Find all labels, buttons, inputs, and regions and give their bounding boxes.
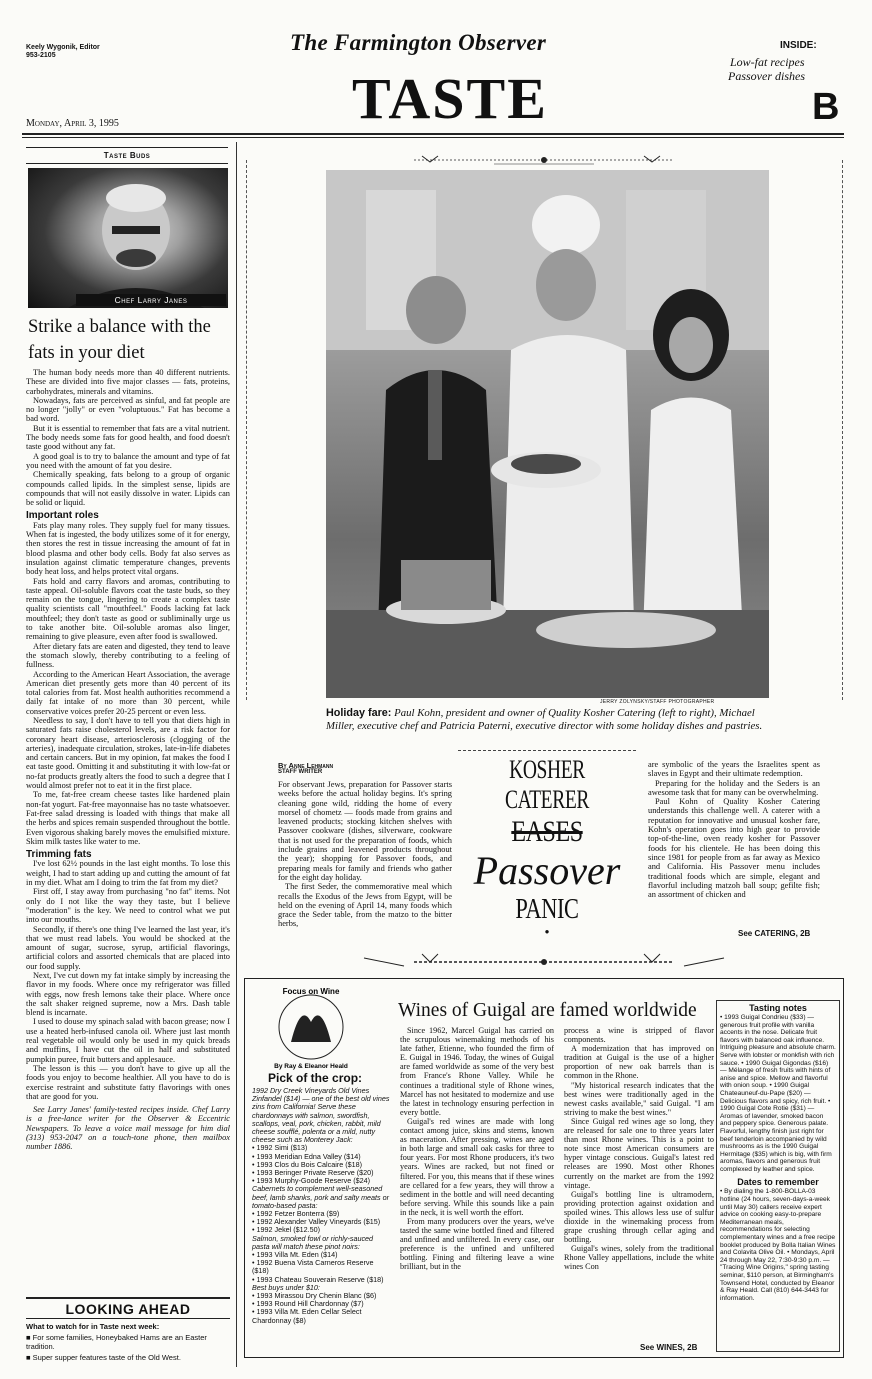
wine-list-item: • 1993 Beringer Private Reserve ($20) xyxy=(252,1168,374,1178)
photo-caption xyxy=(326,707,776,732)
wine-item: 1993 Meridian Edna Valley ($14) xyxy=(256,1151,361,1161)
author-tagline: See Larry Janes' family-tested recipes inside. Chef Larry is a free-lance writer for the Observer & Eccentric Newspapers. To leave a voice mail message for him dial (313) 953-2047 on a touch-tone phone, then mailbox number 1886. xyxy=(26,1105,230,1152)
paragraph: The human body needs more than 40 different nutrients. These are divided into five major classes — fats, proteins, carbohydrates, minerals and vitamins. xyxy=(26,368,230,396)
wine-item: 1993 Beringer Private Reserve ($20) xyxy=(256,1168,374,1178)
lead-photo xyxy=(326,170,769,698)
taste-buds-label: Taste Buds xyxy=(103,151,151,160)
wine-column-2 xyxy=(564,1026,714,1272)
lead-photo-illustration xyxy=(326,170,769,698)
taste-buds-body xyxy=(26,368,230,1152)
taste-buds-headline: Strike a balance with the fats in your diet xyxy=(28,317,211,363)
chef-photo xyxy=(28,168,228,308)
inside-item-1: Low-fat recipes xyxy=(730,55,805,69)
looking-ahead-rule-2 xyxy=(26,1318,230,1319)
inside-label: INSIDE: xyxy=(780,40,817,51)
editor-name: Keely Wygonik, Editor xyxy=(26,44,100,51)
paragraph: To me, fat-free cream cheese tastes like hardened plain non-fat yogurt. Fat-free mayonnaise has no taste whatsoever. Fat-free salad dressing is loaded with things that make all the herbs and spices remain suspended throughout the bottle. Even vigorous shaking barely moves the emulsified mixture. Skim milk tastes like water to me. xyxy=(26,790,230,846)
paragraph: After dietary fats are eaten and digested, they tend to leave the stomach slowly, thereby contributing to a feeling of fullness. xyxy=(26,641,230,670)
photo-caption-label: Holiday fare: xyxy=(326,707,392,719)
pick-mid: Cabernets to complement well-seasoned beef, lamb shanks, pork and salty meats or tomato-based pasta: xyxy=(252,1184,390,1210)
ornament-left xyxy=(246,160,247,700)
looking-ahead-item-text: For some families, Honeybaked Hams are an Easter tradition. xyxy=(26,1333,207,1351)
logo-top-text: Focus on Wine xyxy=(282,987,340,996)
masthead-rule xyxy=(22,133,844,135)
paragraph: process a wine is stripped of flavor components. xyxy=(564,1026,714,1045)
paragraph: But it is essential to remember that fats are a vital nutrient. The body needs some fats for good health, and food doesn't taste good without any fat. xyxy=(26,423,230,452)
headline-panic: PANIC xyxy=(515,894,579,925)
wine-column-1 xyxy=(400,1026,554,1272)
photo-caption-text: Paul Kohn, president and owner of Quality Kosher Catering (left to right), Michael Miller, executive chef and Patricia Paterni, executive director with some holiday dishes and pastries. xyxy=(326,707,763,732)
logo-bottom-text: By Ray & Eleanor Heald xyxy=(274,1063,348,1070)
pick-list xyxy=(252,1087,392,1325)
subhead-trimming-fats: Trimming fats xyxy=(26,849,92,861)
tasting-notes-text: • 1993 Guigal Condrieu ($33) — generous fruit profile with vanilla accents in the nose. Delicate fruit flavors with balanced oak influence. Intriguing pleasure and absolute charm. Serve with lobster or monkfish with rich sauce. • 1990 Guigal Gigondas ($16) — Mélange of fresh fruits with hints of anise and spice. Mellow and flavorful with onion soup. • 1990 Guigal Chateauneuf-du-Pape ($20) — Delicious flavors and spicy, rich fruit. • 1990 Guigal Cote Rotie ($31) — Aromas of lavender, smoked bacon and peppery spice. Generous palate. Flavorful, lengthy finish just right for beef tenderloin accompanied by wild mushrooms as is the 1990 Guigal Hermitage ($35) which is big, with firm aromas, flavors and generous fruit complexed by leather and spice. xyxy=(720,1014,836,1173)
wine-item: 1993 Villa Mt. Eden ($14) xyxy=(256,1250,338,1260)
paragraph: Next, I've cut down my fat intake simply by increasing the flavor in my foods. Where once my refrigerator was filled with eggs, now fresh lemons take their place. Where once the salt shaker reigned supreme, now a Mrs. Dash table blend is incarnate. xyxy=(26,971,230,1018)
decorative-border-bottom xyxy=(244,950,844,978)
paragraph: Since 1962, Marcel Guigal has carried on the scrupulous winemaking methods of his late father, Etienne, who founded the firm of E. Guigal in 1946. Today, the wines of Guigal are famed worldwide as some of the very best from France's Rhone Valley. While he continues a traditional style of Rhone wines, Marcel has not hesitated to modernize and use the latest in technology ensuring perfection in every bottle. xyxy=(400,1026,554,1117)
wine-list-item: • 1993 Meridian Edna Valley ($14) xyxy=(252,1151,361,1161)
wine-item: 1993 Mirassou Dry Chenin Blanc ($6) xyxy=(256,1291,377,1301)
wine-item: 1993 Chateau Souverain Reserve ($18) xyxy=(256,1274,384,1284)
looking-ahead-title: LOOKING AHEAD xyxy=(65,1301,191,1317)
paragraph: Guigal's wines, solely from the traditional Rhone Valley appellations, include the white wines Con xyxy=(564,1244,714,1272)
paragraph: Nowadays, fats are perceived as sinful, and fat people are no longer "jolly" or even "voluptuous." Fat has become a bad word. xyxy=(26,395,230,424)
wine-item: 1993 Round Hill Chardonnay ($7) xyxy=(256,1299,364,1309)
paragraph: According to the American Heart Association, the average American diet presently gets more than 40 percent of its total calories from fat. Most health authorities recommend a daily fat intake of no more than 30 percent, while conservative voices prefer 20-25 percent or even less. xyxy=(26,669,230,716)
wine-list-item: • 1993 Clos du Bois Calcaire ($18) xyxy=(252,1159,362,1169)
chef-portrait-illustration xyxy=(28,168,228,308)
chef-caption: Chef Larry Janes xyxy=(76,294,226,306)
paragraph: I used to douse my spinach salad with bacon grease; now I use a heated herb-infused canola oil. Where just last month real vegetable oil would only be used in my quick breads and muffins, I have cut the oil in half and substituted pumpkin puree, fruit butters and applesauce. xyxy=(26,1017,230,1064)
paragraph: A modernization that has improved on tradition at Guigal is the use of a higher proportion of new oak barrels than is common in the Rhone. xyxy=(564,1044,714,1081)
decorative-border-top xyxy=(244,150,844,170)
pick-mid-3: Best buys under $10: xyxy=(252,1282,320,1292)
section-title: TASTE xyxy=(352,66,548,131)
paragraph: "My historical research indicates that the best wines were traditionally aged in the newest casks available," said Guigal. "I am striving to make the best wines." xyxy=(564,1080,714,1117)
dates-title: Dates to remember xyxy=(737,1177,819,1188)
pick-title: Pick of the crop: xyxy=(268,1071,363,1085)
wine-list-item: • 1993 Mirassou Dry Chenin Blanc ($6) xyxy=(252,1291,377,1301)
photo-credit: JERRY ZOLYNSKY/STAFF PHOTOGRAPHER xyxy=(600,699,715,705)
paragraph: The first Seder, the commemorative meal which recalls the Exodus of the Jews from Egypt, will be held on the evening of April 14, many foods which grace the Seder table, from the matzo to the bitter herbs, xyxy=(278,882,452,929)
tasting-notes-title: Tasting notes xyxy=(749,1003,807,1013)
paragraph: For observant Jews, preparation for Passover starts weeks before the actual holiday begins. It's spring cleaning gone wild, ridding the home of every morsel of chometz — foods made from grains and leavened products; stocking kitchen shelves with Passover cookware (dishes, silverware, cookware that is not used for the preparation of foods, which include grains and leavened products throughout the year); shopping for Passover foods, and preparing meals for family and friends who gather for the eight day holiday. xyxy=(278,780,452,882)
wine-list-item: • 1993 Round Hill Chardonnay ($7) xyxy=(252,1299,364,1309)
paragraph: Guigal's red wines are made with long contact among juice, skins and stems, known as maceration. After pressing, wines are aged in both large and small oak casks for three to four years. For most Rhone producers, it's two years. Wines are racked, but not fined or filtered. For you, this means that if these wines are cellared for a few years, they will throw a sediment in the bottle and will need decanting before serving. While this sounds like a pain in the neck, it is well worth the effort. xyxy=(400,1116,554,1217)
paragraph: Preparing for the holiday and the Seders is an awesome task that for many can be overwhelming. xyxy=(648,778,820,797)
headline-kosher-caterer: KOSHER CATERER xyxy=(504,755,590,814)
dates-text: • By dialing the 1-800-BOLLA-03 hotline (24 hours, seven-days-a-week until May 30) callers receive expert advice on cooking easy-to-prepare Mediterranean meals, recommendations for selecting complementary wines and a free recipe booklet produced by Bolla Italian Wines and Colavita Olive Oil. • Mondays, April 24 through May 22, 7:30-9:30 p.m. — "Tracing Wine Origins," spring tasting seminar, $110 person, at Birmingham's Townsend Hotel, conducted by Eleanor & Ray Heald. Call (810) 644-3443 for information. xyxy=(720,1188,836,1302)
wine-list-item: • 1992 Alexander Valley Vineyards ($15) xyxy=(252,1217,381,1227)
wine-item: 1992 Jekel ($12.50) xyxy=(256,1225,321,1235)
headline-eases: EASES xyxy=(511,815,583,848)
paragraph: are symbolic of the years the Israelites spent as slaves in Egypt and their ultimate redemption. xyxy=(648,760,820,779)
headline-ornament: ● xyxy=(544,927,550,936)
wine-list-item: • 1992 Buena Vista Carneros Reserve ($18) xyxy=(252,1258,374,1276)
paragraph: The lesson is this — you don't have to give up all the foods you enjoy to become healthier. All you have to do is exercise restraint and substitute fatty flavorings with ones that are good for you. xyxy=(26,1063,230,1101)
wine-list-item: • 1993 Villa Mt. Eden Cellar Select Chardonnay ($8) xyxy=(252,1307,362,1325)
wine-headline: Wines of Guigal are famed worldwide xyxy=(398,1000,697,1021)
wine-item: 1993 Clos du Bois Calcaire ($18) xyxy=(256,1159,362,1169)
wine-item: 1993 Villa Mt. Eden Cellar Select Chardonnay ($8) xyxy=(252,1307,362,1325)
paragraph: Since Guigal red wines age so long, they are released for sale one to three years later than most Rhone wines. This is a point to note since most American consumers are hyper vintage conscious. Guigal's latest red releases are 1990. Most other Rhones currently on the market are from the 1992 vintage. xyxy=(564,1116,714,1190)
looking-ahead-intro: What to watch for in Taste next week: xyxy=(26,1322,160,1331)
wine-list-item: • 1993 Villa Mt. Eden ($14) xyxy=(252,1250,338,1260)
kosher-story-right xyxy=(648,760,820,899)
headline-passover: Passover xyxy=(473,848,621,893)
column-divider xyxy=(236,142,237,1367)
paragraph: Fats play many roles. They supply fuel for many tissues. When fat is ingested, the body utilizes some of it for energy, then stores the rest in tissue increasing the amount of fat in blood plasma and other body cells. Body fat also serves as insulation against climatic temperature changes, prevents body heat loss, and helps protect vital organs. xyxy=(26,520,230,577)
wine-list-item: • 1993 Chateau Souverain Reserve ($18) xyxy=(252,1274,384,1284)
paragraph: A good goal is to try to balance the amount and type of fat you need with the amount of fat you desire. xyxy=(26,451,230,470)
paragraph: Secondly, if there's one thing I've learned the last year, it's that we must read labels. You would be shocked at the amount of sugar, sucrose, syrup, artificial flavorings, artificial colors and assorted chemicals that are placed into our food supply. xyxy=(26,924,230,971)
kosher-story-left xyxy=(278,780,452,929)
looking-ahead-item: ■ Super supper features taste of the Old West. xyxy=(26,1353,181,1362)
looking-ahead-item-text: Super supper features taste of the Old West. xyxy=(32,1353,181,1362)
paragraph: From many producers over the years, we've tasted the same wine bottled fined and filtered and unfined and unfiltered. In every case, our preference is the unfined and unfiltered bottling. Fining and filtering leave a wine brilliant, but in the xyxy=(400,1216,554,1272)
taste-buds-rule-bottom xyxy=(26,163,228,164)
wine-item: 1993 Murphy-Goode Reserve ($24) xyxy=(256,1176,370,1186)
paragraph: Needless to say, I don't have to tell you that diets high in saturated fats raise cholesterol levels, are a risk factor for coronary heart disease, arteriosclerosis (clogging of the arteries), inadequate circulation, strokes, late-in-life diabetes and certain cancers. But in my opinion, fat makes the food I eat taste good. Omitting it and substituting it with low-fat or no-fat products greatly alters the food to such a degree that I would almost prefer not to eat it in the first place. xyxy=(26,715,230,791)
wine-item: 1992 Buena Vista Carneros Reserve ($18) xyxy=(252,1258,374,1276)
looking-ahead-item: ■ For some families, Honeybaked Hams are an Easter tradition. xyxy=(26,1333,207,1351)
issue-date: Monday, April 3, 1995 xyxy=(26,118,119,129)
wine-list-item: • 1993 Murphy-Goode Reserve ($24) xyxy=(252,1176,370,1186)
inside-item-2: Passover dishes xyxy=(728,69,805,83)
ornament-right xyxy=(842,160,843,700)
paragraph: First off, I stay away from purchasing "no fat" items. Not only do I not like the way they taste, but I believe "moderation" is the key. We need to control what we put into our mouths. xyxy=(26,887,230,925)
pick-mid-2: Salmon, smoked fowl or richly-sauced pasta will match these pinot noirs: xyxy=(252,1233,374,1251)
wine-list-item: • 1992 Fetzer Bonterra ($9) xyxy=(252,1209,340,1219)
wines-jump-link[interactable]: See WINES, 2B xyxy=(640,1343,698,1352)
paragraph: Chemically speaking, fats belong to a group of organic compounds called lipids. In the simplest sense, lipids are compounds that will not easily dissolve in water. Lipids can be solid or liquid. xyxy=(26,470,230,508)
paragraph: Guigal's bottling line is ultramodern, providing protection against oxidation and spoiled wines. This allows less use of sulfur dioxide in the winemaking process from grape crushing through cellar aging and bottling. xyxy=(564,1189,714,1245)
kosher-headline-block xyxy=(458,750,636,942)
paragraph: Fats hold and carry flavors and aromas, contributing to taste appeal. Oil-soluble flavors coat the taste buds, so they remain on the tongue, lingering to create a complex taste quality scientists call "mouthfeel." Foods lacking fat lack mouthfeel; they don't taste as good or subliminally urge us to take another bite. Oil-soluble aromas also linger, remaining to give pleasure, even after food is swallowed. xyxy=(26,576,230,642)
masthead-rule-thin xyxy=(22,137,844,138)
paragraph: Paul Kohn of Quality Kosher Catering understands this challenge well. A caterer with a reputation for innovative and unusual kosher fare, Kohn's operation goes into high gear to provide top-of-the-line, oven ready kosher for Passover foods for his clientele. He has been doing this since 1981 for people from as far away as Mexico and California. His Passover menu includes traditional foods which are simple, elegant and flavorful including matzoh ball soup; gefilte fish; an assortment of chicken and xyxy=(648,797,820,900)
wine-item: 1992 Fetzer Bonterra ($9) xyxy=(256,1209,340,1219)
catering-jump-link[interactable]: See CATERING, 2B xyxy=(738,929,811,938)
wine-item: 1992 Alexander Valley Vineyards ($15) xyxy=(256,1217,381,1227)
pick-intro: 1992 Dry Creek Vineyards Old Vines Zinfandel ($14) — one of the best old vines zins from California! Serve these chardonnays with salmon, swordfish, scallops, veal, pork, chicken, rabbit, mild cheese soufflé, polenta or a mild, nutty cheese such as Monterey Jack: xyxy=(252,1086,390,1145)
looking-ahead-rule xyxy=(26,1297,230,1299)
tasting-notes-box xyxy=(716,1000,840,1352)
taste-buds-rule-top xyxy=(26,147,228,148)
paragraph: I've lost 62½ pounds in the last eight months. To lose this weight, I had to start adding up and cutting the amount of fat in my diet. What am I doing to trim the fat from my diet? xyxy=(26,859,230,888)
byline-name: By Anne Lehmann xyxy=(278,761,334,770)
byline-title: STAFF WRITER xyxy=(278,769,323,775)
editor-phone: 953-2105 xyxy=(26,52,56,59)
wine-item: 1992 Simi ($13) xyxy=(256,1143,308,1153)
subhead-important-roles: Important roles xyxy=(26,510,99,522)
section-letter: B xyxy=(812,86,840,128)
wine-list-item: • 1992 Simi ($13) xyxy=(252,1143,308,1153)
wine-list-item: • 1992 Jekel ($12.50) xyxy=(252,1225,321,1235)
focus-on-wine-logo xyxy=(256,982,366,1072)
paper-name: The Farmington Observer xyxy=(290,30,547,55)
